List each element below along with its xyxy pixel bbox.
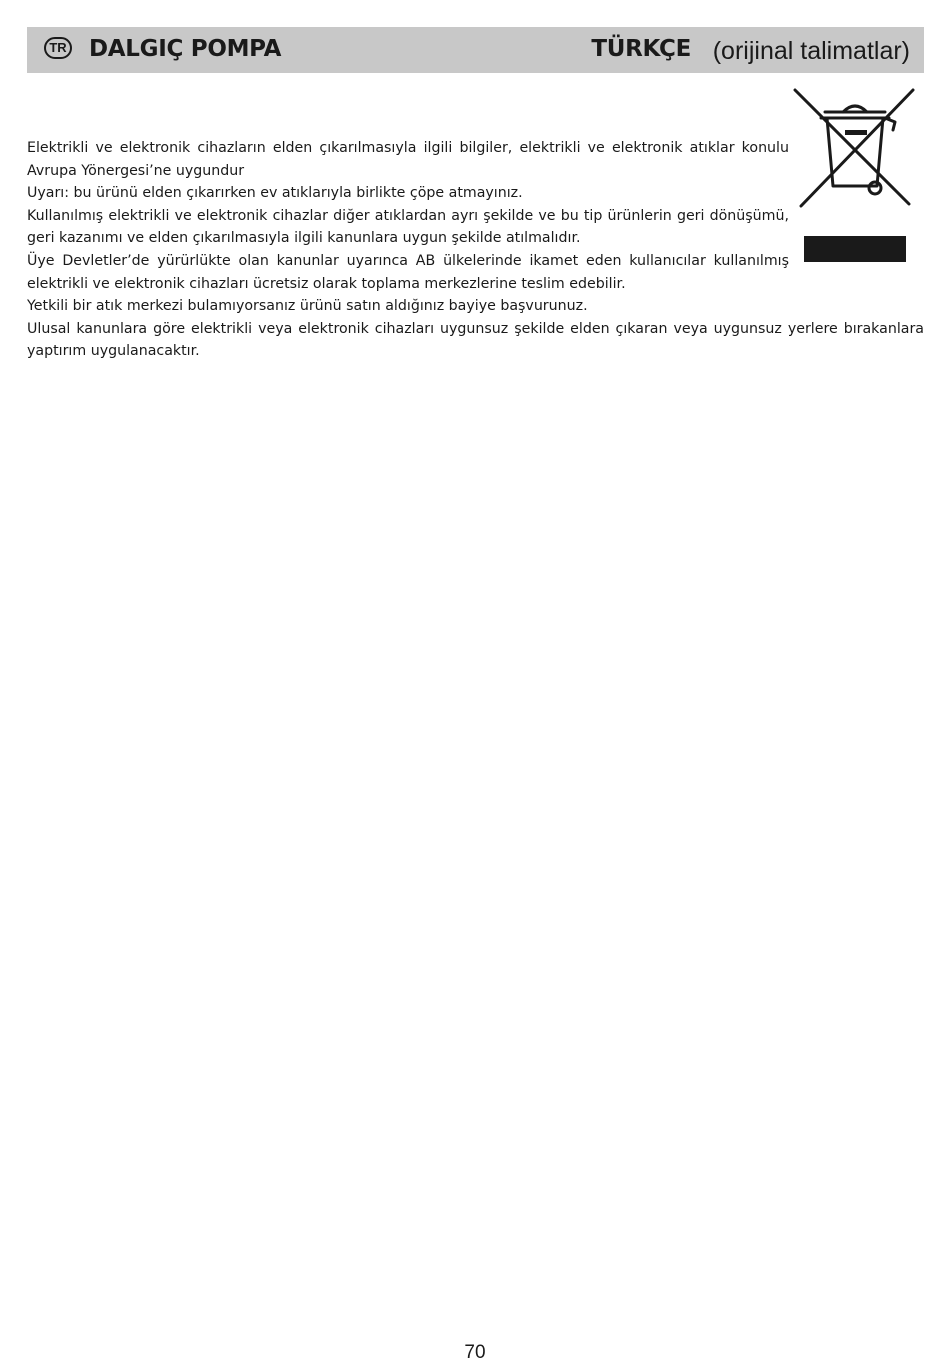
paragraph-collection-centers: Üye Devletler’de yürürlükte olan kanunlar uyarınca AB ülkelerinde ikamet eden kullanıcılar kullanılmış elektrikli ve elektronik cihazları ücretsiz olarak toplama merkezlerine teslim edebilir. xyxy=(27,252,789,292)
paragraph-sanctions: Ulusal kanunlara göre elektrikli veya elektronik cihazları uygunsuz şekilde elden çıkaran veya uygunsuz yerlere bırakanlara yaptırım uygulanacaktır. xyxy=(27,320,924,360)
body-text xyxy=(27,137,924,363)
paragraph-warning: Uyarı: bu ürünü elden çıkarırken ev atıklarıyla birlikte çöpe atmayınız. xyxy=(27,185,523,202)
document-title: DALGIÇ POMPA xyxy=(89,36,282,62)
paragraph-dealer: Yetkili bir atık merkezi bulamıyorsanız ürünü satın aldığınız bayiye başvurunuz. xyxy=(27,298,588,315)
language-note: (orijinal talimatlar) xyxy=(712,37,910,65)
language-code-badge: TR xyxy=(44,37,72,59)
language-name: TÜRKÇE xyxy=(591,36,691,62)
paragraph-separate-disposal: Kullanılmış elektrikli ve elektronik cihazlar diğer atıklardan ayrı şekilde ve bu tip ürünlerin geri dönüşümü, geri kazanımı ve elden çıkarılmasıyla ilgili kanunlara uygun şekilde atılmalıdır. xyxy=(27,207,789,247)
page-number: 70 xyxy=(464,1342,486,1363)
header-bar xyxy=(27,27,924,73)
paragraph-weee-info: Elektrikli ve elektronik cihazların elden çıkarılmasıyla ilgili bilgiler, elektrikli ve elektronik atıklar konulu Avrupa Yönergesi’ne uygundur xyxy=(27,140,789,179)
